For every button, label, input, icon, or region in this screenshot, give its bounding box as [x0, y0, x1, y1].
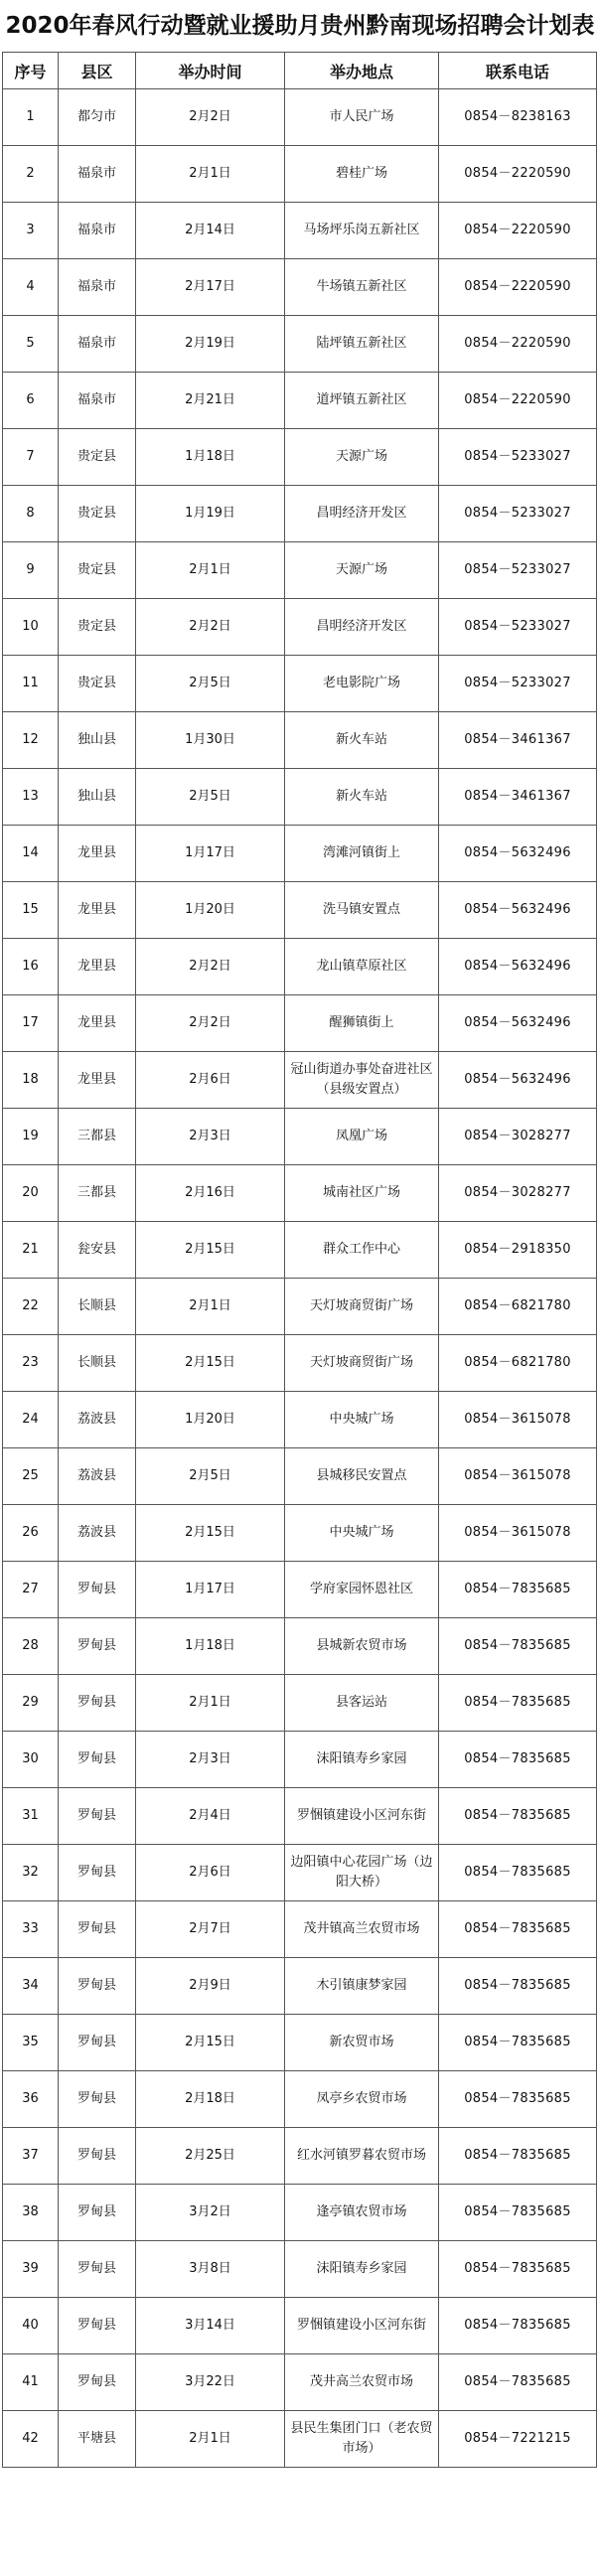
cell-index: 8: [3, 486, 59, 542]
table-row: [3, 882, 597, 939]
cell-phone: 0854－7835685: [439, 1901, 597, 1958]
cell-phone: 0854－7835685: [439, 1618, 597, 1675]
cell-county: 罗甸县: [59, 1618, 136, 1675]
cell-venue: 县民生集团门口（老农贸市场）: [285, 2411, 439, 2468]
table-row: [3, 995, 597, 1052]
cell-phone: 0854－5233027: [439, 486, 597, 542]
table-row: [3, 1392, 597, 1448]
table-row: [3, 259, 597, 316]
cell-venue: 沫阳镇寿乡家园: [285, 1732, 439, 1788]
cell-phone: 0854－5632496: [439, 882, 597, 939]
cell-phone: 0854－6821780: [439, 1279, 597, 1335]
cell-phone: 0854－3615078: [439, 1448, 597, 1505]
cell-phone: 0854－5632496: [439, 939, 597, 995]
cell-index: 6: [3, 373, 59, 429]
cell-date: 2月6日: [136, 1845, 285, 1901]
cell-date: 2月21日: [136, 373, 285, 429]
cell-date: 2月14日: [136, 203, 285, 259]
cell-county: 罗甸县: [59, 1562, 136, 1618]
cell-date: 2月3日: [136, 1109, 285, 1165]
cell-county: 罗甸县: [59, 1845, 136, 1901]
cell-index: 7: [3, 429, 59, 486]
cell-venue: 中央城广场: [285, 1505, 439, 1562]
cell-venue: 昌明经济开发区: [285, 599, 439, 656]
cell-date: 1月17日: [136, 1562, 285, 1618]
cell-phone: 0854－7835685: [439, 1562, 597, 1618]
cell-phone: 0854－7835685: [439, 2298, 597, 2354]
table-row: [3, 1958, 597, 2015]
table-row: [3, 769, 597, 826]
cell-venue: 罗悃镇建设小区河东街: [285, 1788, 439, 1845]
cell-index: 28: [3, 1618, 59, 1675]
cell-index: 38: [3, 2185, 59, 2241]
table-row: [3, 1052, 597, 1109]
cell-county: 长顺县: [59, 1279, 136, 1335]
cell-county: 荔波县: [59, 1448, 136, 1505]
cell-venue: 昌明经济开发区: [285, 486, 439, 542]
cell-index: 23: [3, 1335, 59, 1392]
cell-date: 2月18日: [136, 2071, 285, 2128]
cell-venue: 马场坪乐岗五新社区: [285, 203, 439, 259]
table-row: [3, 1675, 597, 1732]
cell-venue: 茂井高兰农贸市场: [285, 2354, 439, 2411]
cell-phone: 0854－3028277: [439, 1109, 597, 1165]
cell-date: 3月8日: [136, 2241, 285, 2298]
cell-county: 罗甸县: [59, 2128, 136, 2185]
cell-county: 罗甸县: [59, 1958, 136, 2015]
table-row: [3, 2185, 597, 2241]
cell-venue: 县客运站: [285, 1675, 439, 1732]
cell-county: 福泉市: [59, 316, 136, 373]
cell-venue: 天灯坡商贸街广场: [285, 1335, 439, 1392]
header-phone: 联系电话: [439, 53, 597, 89]
cell-venue: 凤凰广场: [285, 1109, 439, 1165]
cell-index: 33: [3, 1901, 59, 1958]
cell-index: 9: [3, 542, 59, 599]
cell-phone: 0854－7835685: [439, 2354, 597, 2411]
cell-phone: 0854－5632496: [439, 1052, 597, 1109]
cell-date: 2月19日: [136, 316, 285, 373]
table-row: [3, 2411, 597, 2468]
cell-phone: 0854－2220590: [439, 373, 597, 429]
cell-phone: 0854－5632496: [439, 995, 597, 1052]
cell-date: 1月30日: [136, 712, 285, 769]
cell-index: 42: [3, 2411, 59, 2468]
cell-date: 2月15日: [136, 1222, 285, 1279]
cell-index: 30: [3, 1732, 59, 1788]
cell-index: 31: [3, 1788, 59, 1845]
cell-phone: 0854－3461367: [439, 712, 597, 769]
cell-county: 龙里县: [59, 1052, 136, 1109]
cell-county: 荔波县: [59, 1505, 136, 1562]
cell-venue: 县城新农贸市场: [285, 1618, 439, 1675]
cell-date: 2月7日: [136, 1901, 285, 1958]
cell-phone: 0854－7835685: [439, 1788, 597, 1845]
cell-date: 2月1日: [136, 2411, 285, 2468]
cell-index: 3: [3, 203, 59, 259]
table-row: [3, 1505, 597, 1562]
cell-venue: 冠山街道办事处奋进社区（县级安置点）: [285, 1052, 439, 1109]
cell-index: 35: [3, 2015, 59, 2071]
table-row: [3, 939, 597, 995]
table-row: [3, 89, 597, 146]
cell-county: 贵定县: [59, 599, 136, 656]
cell-county: 瓮安县: [59, 1222, 136, 1279]
cell-date: 2月15日: [136, 2015, 285, 2071]
cell-phone: 0854－5233027: [439, 656, 597, 712]
cell-phone: 0854－7835685: [439, 1845, 597, 1901]
cell-county: 贵定县: [59, 542, 136, 599]
cell-county: 贵定县: [59, 429, 136, 486]
cell-phone: 0854－6821780: [439, 1335, 597, 1392]
cell-phone: 0854－8238163: [439, 89, 597, 146]
cell-venue: 天源广场: [285, 542, 439, 599]
cell-venue: 新火车站: [285, 769, 439, 826]
cell-phone: 0854－5233027: [439, 542, 597, 599]
cell-county: 罗甸县: [59, 1675, 136, 1732]
cell-venue: 老电影院广场: [285, 656, 439, 712]
cell-county: 三都县: [59, 1165, 136, 1222]
cell-date: 2月9日: [136, 1958, 285, 2015]
table-row: [3, 429, 597, 486]
cell-venue: 凤亭乡农贸市场: [285, 2071, 439, 2128]
cell-date: 2月16日: [136, 1165, 285, 1222]
cell-index: 40: [3, 2298, 59, 2354]
table-row: [3, 1335, 597, 1392]
table-row: [3, 1732, 597, 1788]
cell-county: 独山县: [59, 769, 136, 826]
cell-date: 2月2日: [136, 599, 285, 656]
cell-index: 1: [3, 89, 59, 146]
table-row: [3, 2354, 597, 2411]
cell-index: 36: [3, 2071, 59, 2128]
table-row: [3, 2071, 597, 2128]
cell-county: 罗甸县: [59, 2185, 136, 2241]
cell-phone: 0854－5632496: [439, 826, 597, 882]
cell-date: 3月14日: [136, 2298, 285, 2354]
cell-venue: 罗悃镇建设小区河东街: [285, 2298, 439, 2354]
cell-phone: 0854－3028277: [439, 1165, 597, 1222]
cell-date: 2月17日: [136, 259, 285, 316]
cell-date: 1月17日: [136, 826, 285, 882]
cell-venue: 新火车站: [285, 712, 439, 769]
table-row: [3, 1788, 597, 1845]
cell-phone: 0854－2220590: [439, 316, 597, 373]
cell-county: 罗甸县: [59, 2241, 136, 2298]
cell-index: 2: [3, 146, 59, 203]
cell-venue: 新农贸市场: [285, 2015, 439, 2071]
cell-phone: 0854－3461367: [439, 769, 597, 826]
table-row: [3, 2015, 597, 2071]
cell-date: 2月15日: [136, 1335, 285, 1392]
cell-county: 罗甸县: [59, 1732, 136, 1788]
cell-date: 3月2日: [136, 2185, 285, 2241]
cell-venue: 碧桂广场: [285, 146, 439, 203]
cell-venue: 木引镇康梦家园: [285, 1958, 439, 2015]
cell-phone: 0854－7835685: [439, 2241, 597, 2298]
cell-index: 37: [3, 2128, 59, 2185]
cell-venue: 逢亭镇农贸市场: [285, 2185, 439, 2241]
cell-index: 10: [3, 599, 59, 656]
cell-county: 福泉市: [59, 373, 136, 429]
cell-index: 15: [3, 882, 59, 939]
cell-phone: 0854－7835685: [439, 2071, 597, 2128]
cell-index: 34: [3, 1958, 59, 2015]
cell-county: 龙里县: [59, 995, 136, 1052]
cell-venue: 群众工作中心: [285, 1222, 439, 1279]
cell-index: 13: [3, 769, 59, 826]
cell-county: 都匀市: [59, 89, 136, 146]
cell-date: 1月18日: [136, 429, 285, 486]
cell-phone: 0854－7835685: [439, 2185, 597, 2241]
cell-date: 2月3日: [136, 1732, 285, 1788]
cell-index: 21: [3, 1222, 59, 1279]
cell-index: 32: [3, 1845, 59, 1901]
cell-date: 2月2日: [136, 939, 285, 995]
schedule-table: [2, 52, 597, 2468]
cell-venue: 城南社区广场: [285, 1165, 439, 1222]
table-row: [3, 203, 597, 259]
cell-date: 2月1日: [136, 1279, 285, 1335]
cell-venue: 洗马镇安置点: [285, 882, 439, 939]
table-row: [3, 1618, 597, 1675]
cell-index: 11: [3, 656, 59, 712]
cell-date: 2月2日: [136, 995, 285, 1052]
cell-index: 17: [3, 995, 59, 1052]
cell-county: 福泉市: [59, 146, 136, 203]
table-row: [3, 542, 597, 599]
cell-county: 福泉市: [59, 203, 136, 259]
table-row: [3, 826, 597, 882]
cell-venue: 龙山镇草原社区: [285, 939, 439, 995]
cell-venue: 沫阳镇寿乡家园: [285, 2241, 439, 2298]
cell-index: 41: [3, 2354, 59, 2411]
cell-date: 2月5日: [136, 656, 285, 712]
cell-venue: 天源广场: [285, 429, 439, 486]
cell-county: 罗甸县: [59, 1788, 136, 1845]
cell-date: 2月1日: [136, 146, 285, 203]
cell-date: 2月1日: [136, 1675, 285, 1732]
page-title: 2020年春风行动暨就业援助月贵州黔南现场招聘会计划表: [5, 13, 595, 39]
cell-county: 三都县: [59, 1109, 136, 1165]
cell-date: 1月19日: [136, 486, 285, 542]
cell-county: 罗甸县: [59, 2298, 136, 2354]
header-county: 县区: [59, 53, 136, 89]
table-row: [3, 146, 597, 203]
cell-phone: 0854－2918350: [439, 1222, 597, 1279]
cell-index: 39: [3, 2241, 59, 2298]
cell-index: 18: [3, 1052, 59, 1109]
cell-venue: 茂井镇高兰农贸市场: [285, 1901, 439, 1958]
cell-date: 1月20日: [136, 1392, 285, 1448]
cell-index: 12: [3, 712, 59, 769]
cell-date: 2月4日: [136, 1788, 285, 1845]
cell-index: 26: [3, 1505, 59, 1562]
cell-date: 2月2日: [136, 89, 285, 146]
cell-date: 2月25日: [136, 2128, 285, 2185]
table-row: [3, 1222, 597, 1279]
cell-phone: 0854－2220590: [439, 203, 597, 259]
cell-index: 16: [3, 939, 59, 995]
table-row: [3, 1901, 597, 1958]
cell-date: 2月5日: [136, 1448, 285, 1505]
cell-venue: 红水河镇罗暮农贸市场: [285, 2128, 439, 2185]
cell-county: 罗甸县: [59, 1901, 136, 1958]
cell-index: 27: [3, 1562, 59, 1618]
cell-date: 1月18日: [136, 1618, 285, 1675]
cell-index: 14: [3, 826, 59, 882]
cell-county: 龙里县: [59, 826, 136, 882]
table-row: [3, 599, 597, 656]
table-row: [3, 1109, 597, 1165]
cell-phone: 0854－7835685: [439, 1958, 597, 2015]
cell-venue: 道坪镇五新社区: [285, 373, 439, 429]
table-row: [3, 2128, 597, 2185]
cell-index: 29: [3, 1675, 59, 1732]
header-venue: 举办地点: [285, 53, 439, 89]
cell-phone: 0854－7221215: [439, 2411, 597, 2468]
cell-phone: 0854－3615078: [439, 1392, 597, 1448]
header-date: 举办时间: [136, 53, 285, 89]
cell-venue: 学府家园怀恩社区: [285, 1562, 439, 1618]
cell-phone: 0854－5233027: [439, 429, 597, 486]
table-body: [3, 89, 597, 2468]
table-row: [3, 316, 597, 373]
header-index: 序号: [3, 53, 59, 89]
cell-date: 2月6日: [136, 1052, 285, 1109]
cell-date: 1月20日: [136, 882, 285, 939]
cell-county: 罗甸县: [59, 2015, 136, 2071]
cell-venue: 天灯坡商贸街广场: [285, 1279, 439, 1335]
cell-venue: 市人民广场: [285, 89, 439, 146]
cell-phone: 0854－2220590: [439, 146, 597, 203]
table-row: [3, 1279, 597, 1335]
cell-phone: 0854－7835685: [439, 2015, 597, 2071]
cell-phone: 0854－7835685: [439, 1675, 597, 1732]
cell-county: 平塘县: [59, 2411, 136, 2468]
cell-county: 独山县: [59, 712, 136, 769]
cell-index: 4: [3, 259, 59, 316]
cell-county: 荔波县: [59, 1392, 136, 1448]
cell-date: 2月1日: [136, 542, 285, 599]
table-row: [3, 486, 597, 542]
cell-date: 2月15日: [136, 1505, 285, 1562]
cell-phone: 0854－2220590: [439, 259, 597, 316]
table-row: [3, 1165, 597, 1222]
table-row: [3, 1845, 597, 1901]
table-header-row: [3, 53, 597, 89]
cell-county: 福泉市: [59, 259, 136, 316]
table-row: [3, 712, 597, 769]
cell-county: 贵定县: [59, 486, 136, 542]
cell-county: 龙里县: [59, 882, 136, 939]
cell-county: 罗甸县: [59, 2071, 136, 2128]
table-row: [3, 1562, 597, 1618]
cell-venue: 陆坪镇五新社区: [285, 316, 439, 373]
cell-venue: 湾滩河镇街上: [285, 826, 439, 882]
cell-county: 长顺县: [59, 1335, 136, 1392]
cell-phone: 0854－7835685: [439, 1732, 597, 1788]
cell-phone: 0854－5233027: [439, 599, 597, 656]
table-row: [3, 656, 597, 712]
cell-index: 22: [3, 1279, 59, 1335]
cell-index: 25: [3, 1448, 59, 1505]
cell-index: 5: [3, 316, 59, 373]
cell-venue: 县城移民安置点: [285, 1448, 439, 1505]
cell-venue: 醒狮镇街上: [285, 995, 439, 1052]
table-row: [3, 2241, 597, 2298]
cell-index: 20: [3, 1165, 59, 1222]
cell-index: 24: [3, 1392, 59, 1448]
cell-phone: 0854－7835685: [439, 2128, 597, 2185]
cell-date: 3月22日: [136, 2354, 285, 2411]
cell-index: 19: [3, 1109, 59, 1165]
cell-county: 贵定县: [59, 656, 136, 712]
cell-venue: 中央城广场: [285, 1392, 439, 1448]
table-row: [3, 2298, 597, 2354]
cell-venue: 边阳镇中心花园广场（边阳大桥）: [285, 1845, 439, 1901]
cell-county: 龙里县: [59, 939, 136, 995]
table-row: [3, 373, 597, 429]
table-row: [3, 1448, 597, 1505]
cell-venue: 牛场镇五新社区: [285, 259, 439, 316]
cell-date: 2月5日: [136, 769, 285, 826]
cell-phone: 0854－3615078: [439, 1505, 597, 1562]
cell-county: 罗甸县: [59, 2354, 136, 2411]
